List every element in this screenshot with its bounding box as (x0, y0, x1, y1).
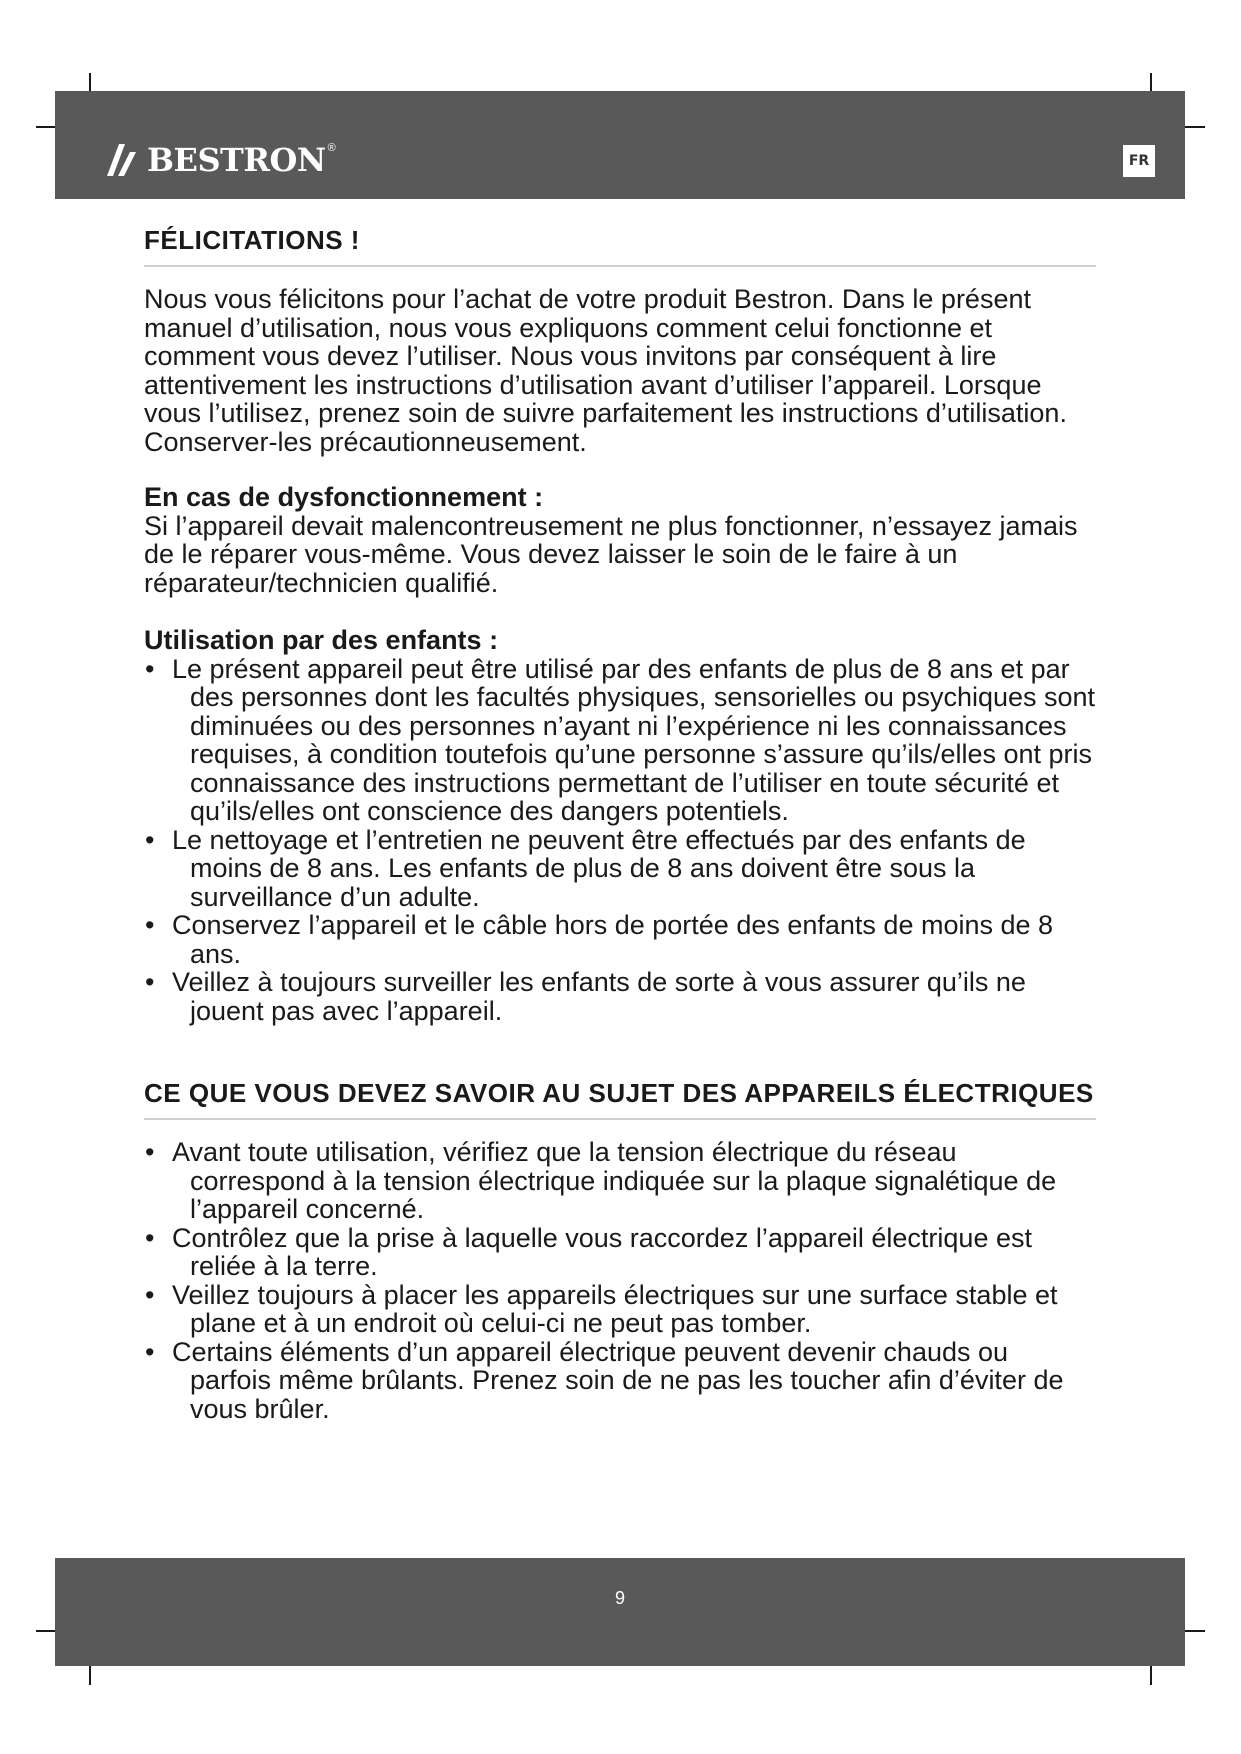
electrical-list (144, 1138, 1096, 1423)
list-item (144, 1281, 1096, 1338)
brand-name: BESTRON (147, 141, 326, 179)
bullet: • (145, 653, 155, 684)
list-item-text: Veillez toujours à placer les appareils électriques sur une surface stable et plane et à un endroit où celui-ci ne peut pas tomber. (172, 1279, 1058, 1338)
registered-mark: ® (327, 142, 336, 154)
bullet: • (145, 1137, 155, 1167)
malfunction-paragraph: Si l’appareil devait malencontreusement ne plus fonctionner, n’essayez jamais de le réparer vous-même. Vous devez laisser le soin de le faire à un réparateur/technicien qualifié. (144, 510, 1078, 598)
language-badge: FR (1123, 145, 1155, 177)
section-divider (144, 265, 1096, 267)
page-content (144, 226, 1096, 1423)
list-item-text: Le présent appareil peut être utilisé par des enfants de plus de 8 ans et par des personnes dont les facultés physiques, sensorielles ou psychiques sont diminuées ou des personnes n’ayant ni l’expérience ni les connaissances requises, à condition toutefois qu’une personne s’assure qu’ils/elles ont pris connaissance des instructions permettant de l’utiliser en toute sécurité et qu’ils/elles ont conscience des dangers potentiels. (172, 653, 1096, 826)
list-item (144, 911, 1096, 968)
header-bar (55, 91, 1185, 199)
list-item-text: Avant toute utilisation, vérifiez que la tension électrique du réseau correspond à la tension électrique indiquée sur la plaque signalétique de l’appareil concerné. (172, 1137, 1057, 1224)
malfunction-heading: En cas de dysfonctionnement : (144, 482, 544, 512)
bullet: • (145, 1222, 155, 1253)
list-item-text: Certains éléments d’un appareil électrique peuvent devenir chauds ou parfois même brûlants. Prenez soin de ne pas les toucher afin d’éviter de vous brûler. (172, 1336, 1064, 1424)
list-item-text: Contrôlez que la prise à laquelle vous raccordez l’appareil électrique est reliée à la terre. (172, 1222, 1032, 1281)
list-item (144, 826, 1096, 912)
children-heading: Utilisation par des enfants : (144, 625, 499, 655)
page-number: 9 (614, 1588, 625, 1608)
list-item (144, 1338, 1096, 1424)
bullet: • (145, 967, 155, 997)
brand-logo (105, 141, 336, 179)
children-list (144, 655, 1096, 1026)
list-item-text: Conservez l’appareil et le câble hors de portée des enfants de moins de 8 ans. (172, 910, 1054, 969)
bullet: • (145, 824, 155, 855)
bullet: • (145, 910, 155, 940)
list-item (144, 1224, 1096, 1281)
list-item-text: Le nettoyage et l’entretien ne peuvent être effectués par des enfants de moins de 8 ans. Les enfants de plus de 8 ans doivent être sous la surveillance d’un adulte. (172, 824, 1026, 912)
section-title-congratulations: FÉLICITATIONS ! (144, 225, 360, 255)
list-item-text: Veillez à toujours surveiller les enfants de sorte à vous assurer qu’ils ne jouent pas avec l’appareil. (172, 967, 1026, 1026)
footer-bar (55, 1558, 1185, 1666)
list-item (144, 1138, 1096, 1224)
section-title-electrical: CE QUE VOUS DEVEZ SAVOIR AU SUJET DES APPAREILS ÉLECTRIQUES (144, 1078, 1094, 1108)
intro-paragraph: Nous vous félicitons pour l’achat de votre produit Bestron. Dans le présent manuel d’utilisation, nous vous expliquons comment celui fonctionne et comment vous devez l’utiliser. Nous vous invitons par conséquent à lire attentivement les instructions d’utilisation avant d’utiliser l’appareil. Lorsque vous l’utilisez, prenez soin de suivre parfaitement les instructions d’utilisation. Conserver-les précautionneusement. (144, 284, 1067, 457)
bullet: • (145, 1279, 155, 1310)
list-item (144, 968, 1096, 1025)
section-divider (144, 1118, 1096, 1120)
list-item (144, 655, 1096, 826)
bullet: • (145, 1336, 155, 1367)
bestron-chevron-icon (105, 142, 141, 178)
